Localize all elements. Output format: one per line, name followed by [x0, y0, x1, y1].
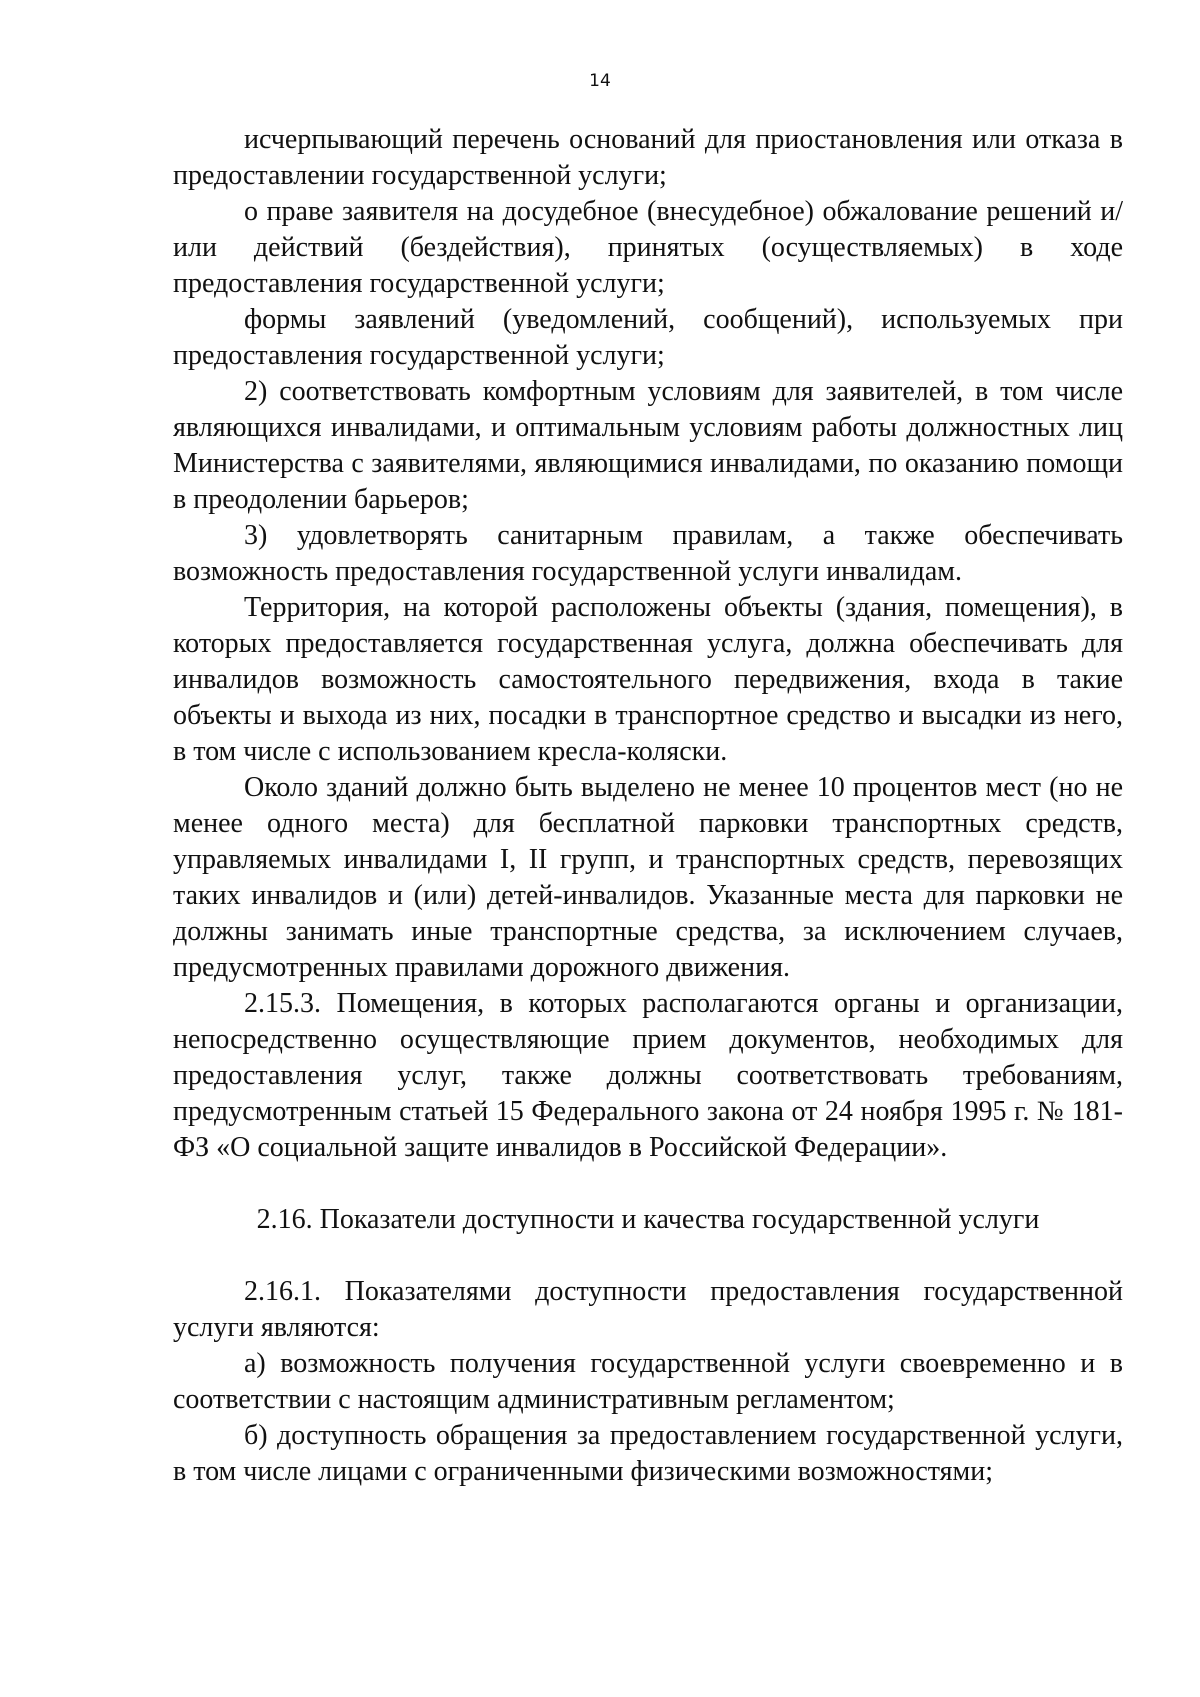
paragraph-parking: Около зданий должно быть выделено не менее 10 процентов мест (но не менее одного места) для бесплатной парковки транспортных средств, управляемых инвалидами I, II групп, и транспортных средств, перевозящих таких инвалидов и (или) детей-инвалидов. Указанные места для парковки не должны занимать иные транспортные средства, за исключением случаев, предусмотренных правилами дорожного движения.	[173, 772, 1123, 983]
section-heading: 2.16. Показатели доступности и качества государственной услуги	[256, 1204, 1040, 1235]
paragraph-territory: Территория, на которой расположены объекты (здания, помещения), в которых предоставляется государственная услуга, должна обеспечивать для инвалидов возможность самостоятельного передвижения, входа в такие объекты и выхода из них, посадки в транспортное средство и высадки из него, в том числе с использованием кресла-коляски.	[173, 592, 1123, 767]
paragraph-sanitary-rules: 3) удовлетворять санитарным правилам, а также обеспечивать возможность предоставления государственной услуги инвалидам.	[173, 520, 1123, 587]
paragraph-indicator-b: б) доступность обращения за предоставлением государственной услуги, в том числе лицами с ограниченными физическими возможностями;	[173, 1420, 1123, 1487]
paragraph-application-forms: формы заявлений (уведомлений, сообщений), используемых при предоставления государственной услуги;	[173, 304, 1123, 371]
paragraph-indicator-a: а) возможность получения государственной услуги своевременно и в соответствии с настоящим административным регламентом;	[173, 1348, 1123, 1415]
document-body	[173, 122, 1123, 1490]
paragraph-appeal-right: о праве заявителя на досудебное (внесудебное) обжалование решений и/или действий (бездействия), принятых (осуществляемых) в ходе предоставления государственной услуги;	[173, 196, 1123, 299]
paragraph-availability-indicators: 2.16.1. Показателями доступности предоставления государственной услуги являются:	[173, 1276, 1123, 1343]
paragraph-comfort-conditions: 2) соответствовать комфортным условиям для заявителей, в том числе являющихся инвалидами, и оптимальным условиям работы должностных лиц Министерства с заявителями, являющимися инвалидами, по оказанию помощи в преодолении барьеров;	[173, 376, 1123, 515]
paragraph-premises-requirements: 2.15.3. Помещения, в которых располагаются органы и организации, непосредственно осуществляющие прием документов, необходимых для предоставления услуг, также должны соответствовать требованиям, предусмотренным статьей 15 Федерального закона от 24 ноября 1995 г. № 181-ФЗ «О социальной защите инвалидов в Российской Федерации».	[173, 988, 1123, 1163]
paragraph-grounds-list: исчерпывающий перечень оснований для приостановления или отказа в предоставлении государственной услуги;	[173, 124, 1123, 191]
page-number: 14	[589, 71, 611, 91]
